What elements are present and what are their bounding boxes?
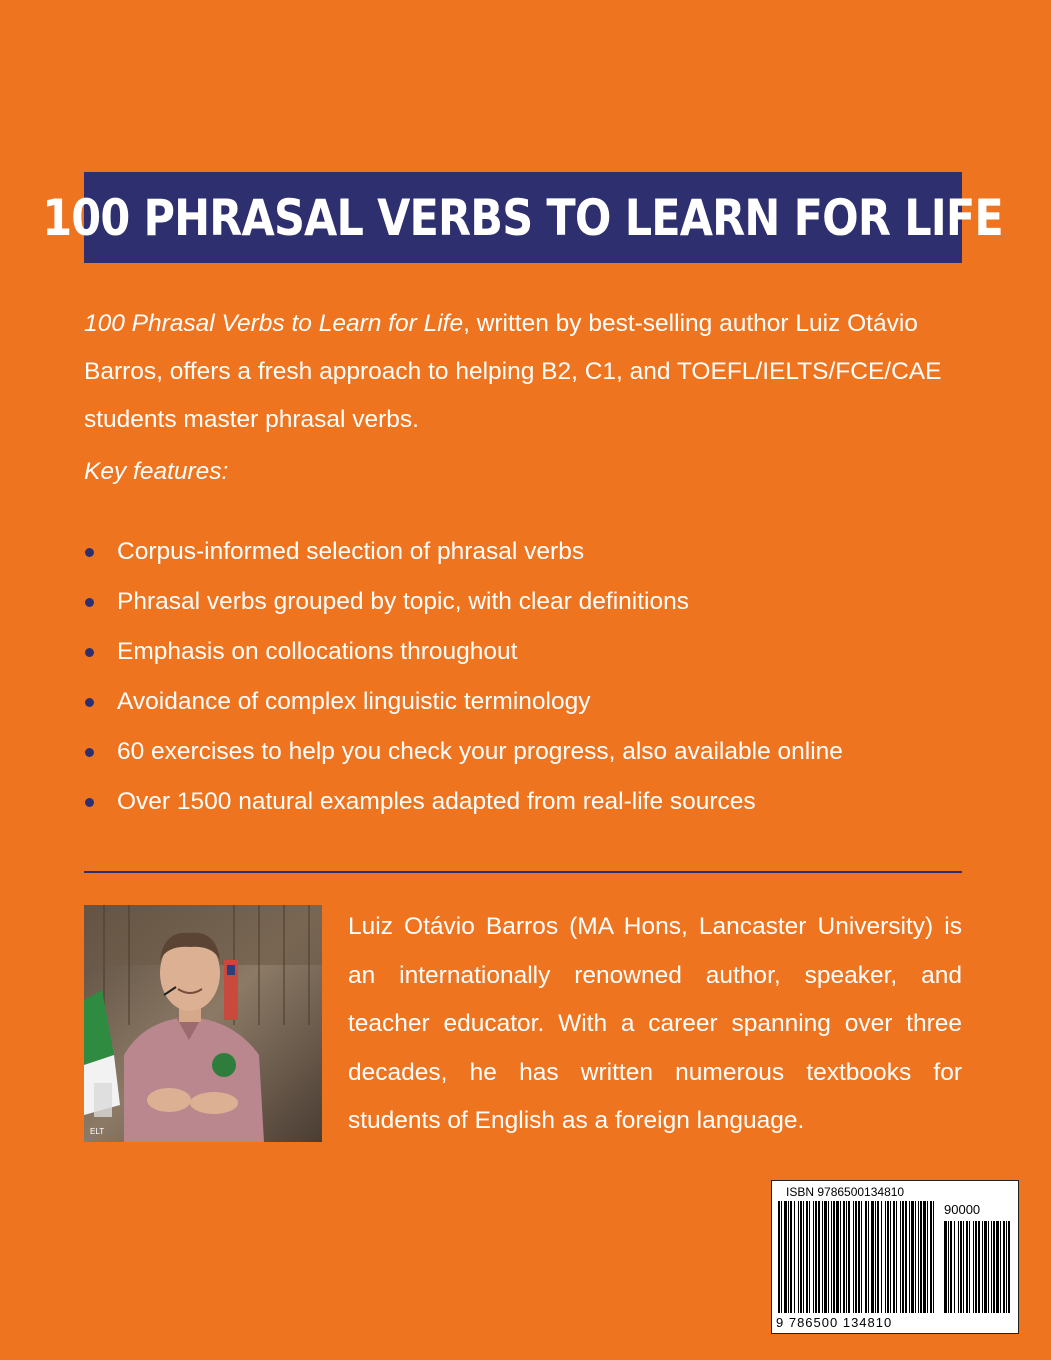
barcode-bar — [824, 1201, 827, 1313]
barcode-bar — [861, 1201, 862, 1313]
barcode-bar — [966, 1221, 968, 1313]
author-photo — [84, 905, 322, 1142]
barcode-bar — [815, 1201, 817, 1313]
features-list — [84, 528, 843, 828]
intro-paragraph — [84, 300, 964, 444]
barcode-bar — [887, 1201, 889, 1313]
intro-text: , written by best-selling author Luiz Otávio Barros, offers a fresh approach to helping B2, C1, and TOEFL/IELTS/FCE/CAE students master phrasal verbs. — [84, 310, 942, 433]
bullet-icon — [85, 648, 94, 657]
barcode-bar — [1006, 1221, 1007, 1313]
bullet-icon — [85, 798, 94, 807]
barcode-bar — [800, 1201, 802, 1313]
barcode-bar — [975, 1221, 977, 1313]
barcode-bar — [822, 1201, 823, 1313]
key-features-heading: Key features: — [84, 458, 229, 485]
barcode-bar — [958, 1221, 959, 1313]
barcode-bar — [911, 1201, 914, 1313]
feature-item — [84, 778, 843, 828]
barcode-bar — [881, 1201, 882, 1313]
barcode-bar — [890, 1201, 891, 1313]
barcode-bar — [803, 1201, 804, 1313]
title-banner — [42, 172, 1004, 263]
barcode-bar — [969, 1221, 970, 1313]
isbn-label: ISBN 9786500134810 — [786, 1185, 905, 1199]
photo-watermark: ELT — [90, 1127, 105, 1136]
section-divider — [84, 871, 962, 873]
barcode-bar — [828, 1201, 829, 1313]
barcode-bar — [813, 1201, 814, 1313]
barcode-bar — [848, 1201, 850, 1313]
bullet-icon — [85, 748, 94, 757]
barcode-bar — [840, 1201, 841, 1313]
barcode-bar — [950, 1221, 952, 1313]
barcode-bar — [784, 1201, 787, 1313]
intro-book-title: 100 Phrasal Verbs to Learn for Life — [84, 310, 464, 337]
barcode-bar — [1008, 1221, 1010, 1313]
barcode-bar — [833, 1201, 835, 1313]
barcode-bar — [806, 1201, 808, 1313]
feature-item — [84, 678, 843, 728]
barcode-bar — [790, 1201, 792, 1313]
bullet-icon — [85, 698, 94, 707]
barcode-bar — [846, 1201, 847, 1313]
barcode-bar — [788, 1201, 789, 1313]
feature-item — [84, 728, 843, 778]
barcode-bar — [933, 1201, 934, 1313]
barcode-bar — [984, 1221, 987, 1313]
barcode-bar — [915, 1201, 916, 1313]
feature-text: Emphasis on collocations throughout — [117, 638, 518, 665]
barcode-bar — [920, 1201, 922, 1313]
barcode-bar — [778, 1201, 780, 1313]
barcode-bar — [855, 1201, 857, 1313]
feature-text: Phrasal verbs grouped by topic, with clear definitions — [117, 588, 689, 615]
barcode-bar — [930, 1201, 932, 1313]
barcode-bar — [853, 1201, 854, 1313]
barcode-bar — [865, 1201, 867, 1313]
barcode-bar — [973, 1221, 974, 1313]
barcode-bar — [960, 1221, 962, 1313]
barcode-bar — [988, 1221, 989, 1313]
barcode-bar — [918, 1201, 919, 1313]
barcode-bar — [875, 1201, 876, 1313]
author-bio: Luiz Otávio Barros (MA Hons, Lancaster University) is an internationally renowned author, speaker, and teacher educator. With a career spanning over three decades, he has written numerous textbooks for students of English as a foreign language. — [348, 913, 962, 1134]
barcode-bar — [1003, 1221, 1005, 1313]
barcode-bar — [896, 1201, 897, 1313]
barcode-bar — [993, 1221, 995, 1313]
bullet-icon — [85, 548, 94, 557]
barcode-bar — [858, 1201, 860, 1313]
barcode-bar — [885, 1201, 886, 1313]
feature-text: Avoidance of complex linguistic terminology — [117, 688, 591, 715]
feature-item — [84, 578, 843, 628]
feature-text: 60 exercises to help you check your progress, also available online — [117, 738, 843, 765]
barcode-bar — [927, 1201, 928, 1313]
barcode-bar — [900, 1201, 901, 1313]
barcode-bar — [877, 1201, 879, 1313]
barcode-bar — [868, 1201, 869, 1313]
barcode-bar — [909, 1201, 910, 1313]
barcode-bar — [794, 1201, 795, 1313]
barcode-bar — [843, 1201, 845, 1313]
barcode-bar — [963, 1221, 964, 1313]
barcode-bar — [1000, 1221, 1001, 1313]
barcode-bar — [991, 1221, 992, 1313]
book-title: 100 PHRASAL VERBS TO LEARN FOR LIFE — [42, 188, 1004, 247]
barcode — [771, 1180, 1019, 1334]
barcode-bar — [948, 1221, 949, 1313]
bullet-icon — [85, 598, 94, 607]
feature-item — [84, 528, 843, 578]
barcode-bar — [809, 1201, 810, 1313]
barcode-bar — [978, 1221, 980, 1313]
author-photo-image — [84, 905, 322, 1142]
barcode-bar — [982, 1221, 983, 1313]
barcode-bar — [781, 1201, 782, 1313]
barcode-bar — [954, 1221, 955, 1313]
barcode-bar — [798, 1201, 799, 1313]
barcode-bars — [772, 1181, 1018, 1333]
barcode-bar — [818, 1201, 820, 1313]
barcode-bar — [836, 1201, 839, 1313]
barcode-bar — [871, 1201, 874, 1313]
price-code: 90000 — [944, 1202, 981, 1217]
barcode-bar — [893, 1201, 895, 1313]
barcode-bar — [831, 1201, 832, 1313]
barcode-bar — [923, 1201, 926, 1313]
feature-item — [84, 628, 843, 678]
barcode-bar — [902, 1201, 904, 1313]
barcode-bar — [996, 1221, 999, 1313]
feature-text: Over 1500 natural examples adapted from real-life sources — [117, 788, 756, 815]
barcode-bar — [944, 1221, 947, 1313]
barcode-digits: 9 786500 134810 — [776, 1315, 893, 1330]
barcode-bar — [905, 1201, 907, 1313]
feature-text: Corpus-informed selection of phrasal verbs — [117, 538, 585, 565]
